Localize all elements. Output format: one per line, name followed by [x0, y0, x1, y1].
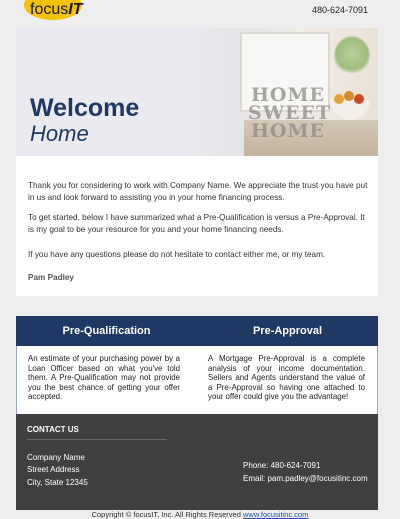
footer-email[interactable]: Email: pam.padley@focusitinc.com: [243, 474, 368, 483]
copyright-line: [0, 510, 400, 519]
comparison-header: [16, 316, 378, 346]
address-company: Company Name: [27, 453, 85, 462]
intro-paragraph: To get started, below I have summarized what a Pre-Qualification is versus a Pre-Approval. It is my goal to be your resource for you and your home financing needs.: [28, 213, 365, 234]
logo[interactable]: [30, 1, 82, 19]
sign-line: SWEET: [248, 102, 332, 124]
hero-subtitle: Home: [30, 121, 89, 146]
sign-line: HOME: [250, 84, 326, 106]
logo-text-it: IT: [68, 1, 83, 18]
logo-text: focus: [30, 1, 69, 18]
contact-heading: CONTACT US: [27, 425, 79, 434]
hero-title: Welcome: [30, 94, 140, 122]
address-street: Street Address: [27, 465, 80, 474]
prequalification-text: An estimate of your purchasing power by a Loan Officer based on what you've told them. A Pre-Qualification may not provide you the best chance of getting your offer accepted.: [28, 354, 180, 401]
contact-footer: [16, 414, 378, 510]
website-link[interactable]: www.focusitinc.com: [243, 510, 309, 519]
hero-banner: [16, 28, 378, 156]
preapproval-text: A Mortgage Pre-Approval is a complete analysis of your income documentation. Sellers and Agents understand the value of a Pre-Approval so having one attached to your offer could give you the advantage!: [208, 354, 365, 401]
footer-divider: [27, 439, 167, 440]
header-phone[interactable]: 480-624-7091: [311, 5, 368, 15]
fruit-image: [334, 94, 344, 104]
fruit-image: [354, 94, 364, 104]
comparison-section: [16, 316, 378, 414]
footer-phone[interactable]: Phone: 480-624-7091: [243, 461, 321, 470]
hero-photo: [184, 28, 378, 156]
copyright-text: Copyright © focusIT, Inc. All Rights Reserved: [91, 510, 241, 519]
address-city: City, State 12345: [27, 478, 88, 487]
top-bar: [0, 0, 400, 28]
intro-paragraph: Thank you for considering to work with Company Name. We appreciate the trust you have put in us and look forward to assisting you in your home financing process.: [28, 181, 368, 202]
signature: Pam Padley: [28, 273, 74, 282]
sign-line: HOME: [250, 120, 326, 142]
plant-image: [334, 36, 370, 76]
intro-paragraph: If you have any questions please do not hesitate to contact either me, or my team.: [28, 250, 326, 259]
intro-section: [16, 156, 378, 296]
home-sweet-home-sign: [248, 84, 332, 142]
prequalification-title: Pre-Qualification: [62, 325, 151, 337]
preapproval-title: Pre-Approval: [252, 325, 323, 337]
fruit-image: [344, 91, 354, 101]
